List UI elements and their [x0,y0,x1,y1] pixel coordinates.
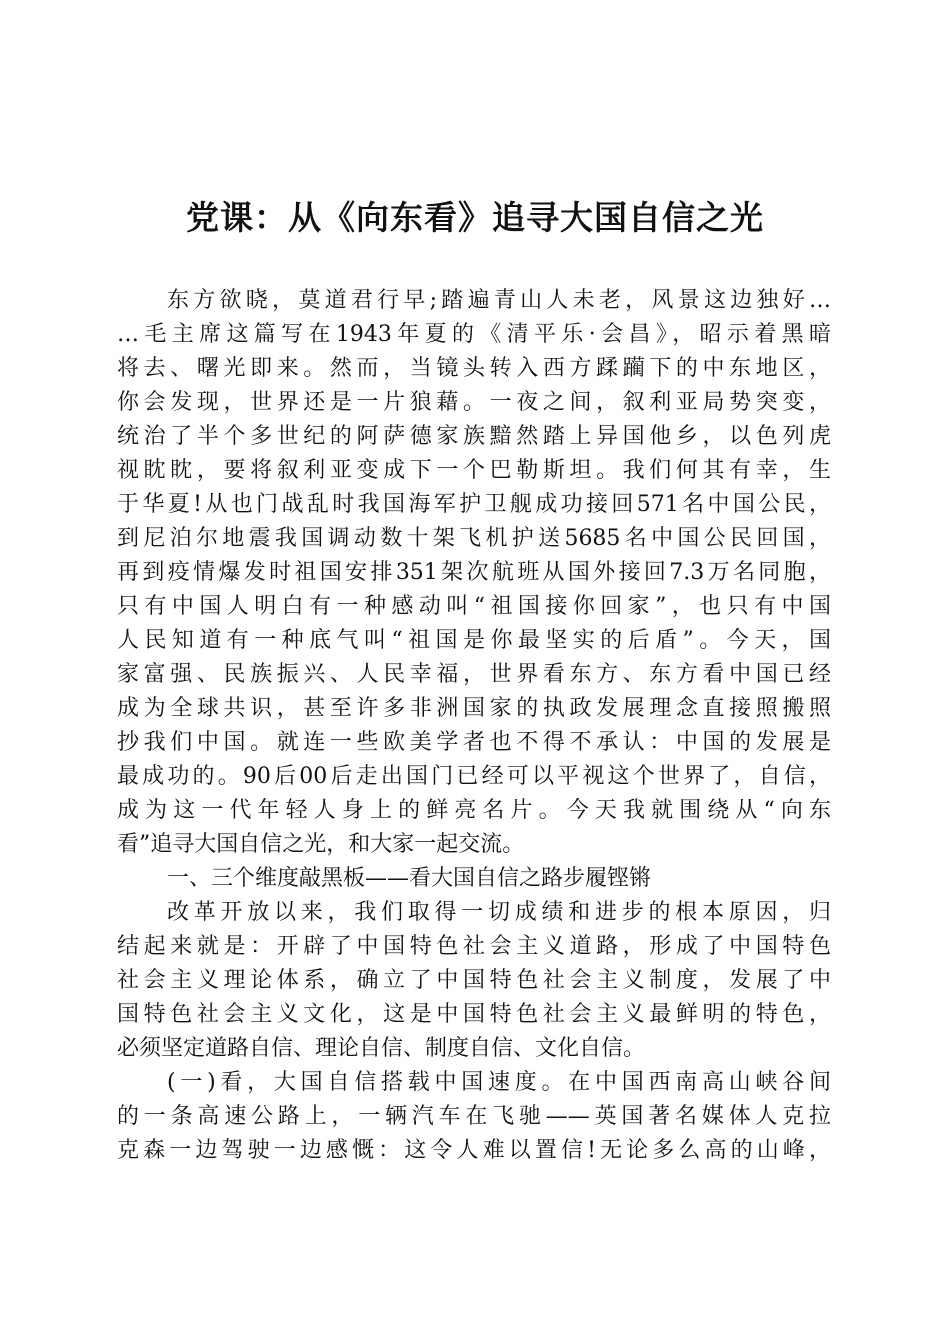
text-line: 东方欲晓，莫道君行早;踏遍青山人未老，风景这边独好… [167,288,831,313]
document-title: 党课：从《向东看》追寻大国自信之光 [186,198,764,237]
text-line: (一)看，大国自信搭载中国速度。在中国西南高山峡谷间 [167,1070,831,1095]
text-line: 成为全球共识，甚至许多非洲国家的执政发展理念直接照搬照 [117,696,831,721]
document-body [117,284,831,1168]
text-line: 你会发现，世界还是一片狼藉。一夜之间，叙利亚局势突变， [117,390,831,415]
text-line: 改革开放以来，我们取得一切成绩和进步的根本原因，归 [167,900,831,925]
text-line: 的一条高速公路上，一辆汽车在飞驰——英国著名媒体人克拉 [117,1104,831,1129]
text-line: 一、三个维度敲黑板——看大国自信之路步履铿锵 [167,866,652,891]
text-line: 最成功的。90后00后走出国门已经可以平视这个世界了，自信， [117,764,831,789]
text-line: 家富强、民族振兴、人民幸福，世界看东方、东方看中国已经 [117,662,831,687]
text-line: 再到疫情爆发时祖国安排351架次航班从国外接回7.3万名同胞， [117,560,831,585]
text-line: 到尼泊尔地震我国调动数十架飞机护送5685名中国公民回国， [117,526,831,551]
text-line: 社会主义理论体系，确立了中国特色社会主义制度，发展了中 [117,968,831,993]
text-line: 视眈眈，要将叙利亚变成下一个巴勒斯坦。我们何其有幸，生 [117,458,831,483]
text-line: 统治了半个多世纪的阿萨德家族黯然踏上异国他乡，以色列虎 [117,424,831,449]
text-line: …毛主席这篇写在1943年夏的《清平乐·会昌》，昭示着黑暗 [117,322,831,347]
text-line: 将去、曙光即来。然而，当镜头转入西方蹂躏下的中东地区， [117,356,831,381]
text-line: 人民知道有一种底气叫“祖国是你最坚实的后盾”。今天，国 [117,628,831,653]
text-line: 只有中国人明白有一种感动叫“祖国接你回家”，也只有中国 [117,594,831,619]
text-line: 必须坚定道路自信、理论自信、制度自信、文化自信。 [117,1036,646,1061]
text-line: 结起来就是：开辟了中国特色社会主义道路，形成了中国特色 [117,934,831,959]
text-line: 抄我们中国。就连一些欧美学者也不得不承认：中国的发展是 [117,730,831,755]
text-line: 国特色社会主义文化，这是中国特色社会主义最鲜明的特色， [117,1002,831,1027]
text-line: 成为这一代年轻人身上的鲜亮名片。今天我就围绕从“向东 [117,798,831,823]
text-line: 看”追寻大国自信之光，和大家一起交流。 [117,832,525,857]
text-line: 于华夏!从也门战乱时我国海军护卫舰成功接回571名中国公民， [117,492,831,517]
text-line: 克森一边驾驶一边感慨：这令人难以置信!无论多么高的山峰， [117,1138,831,1163]
